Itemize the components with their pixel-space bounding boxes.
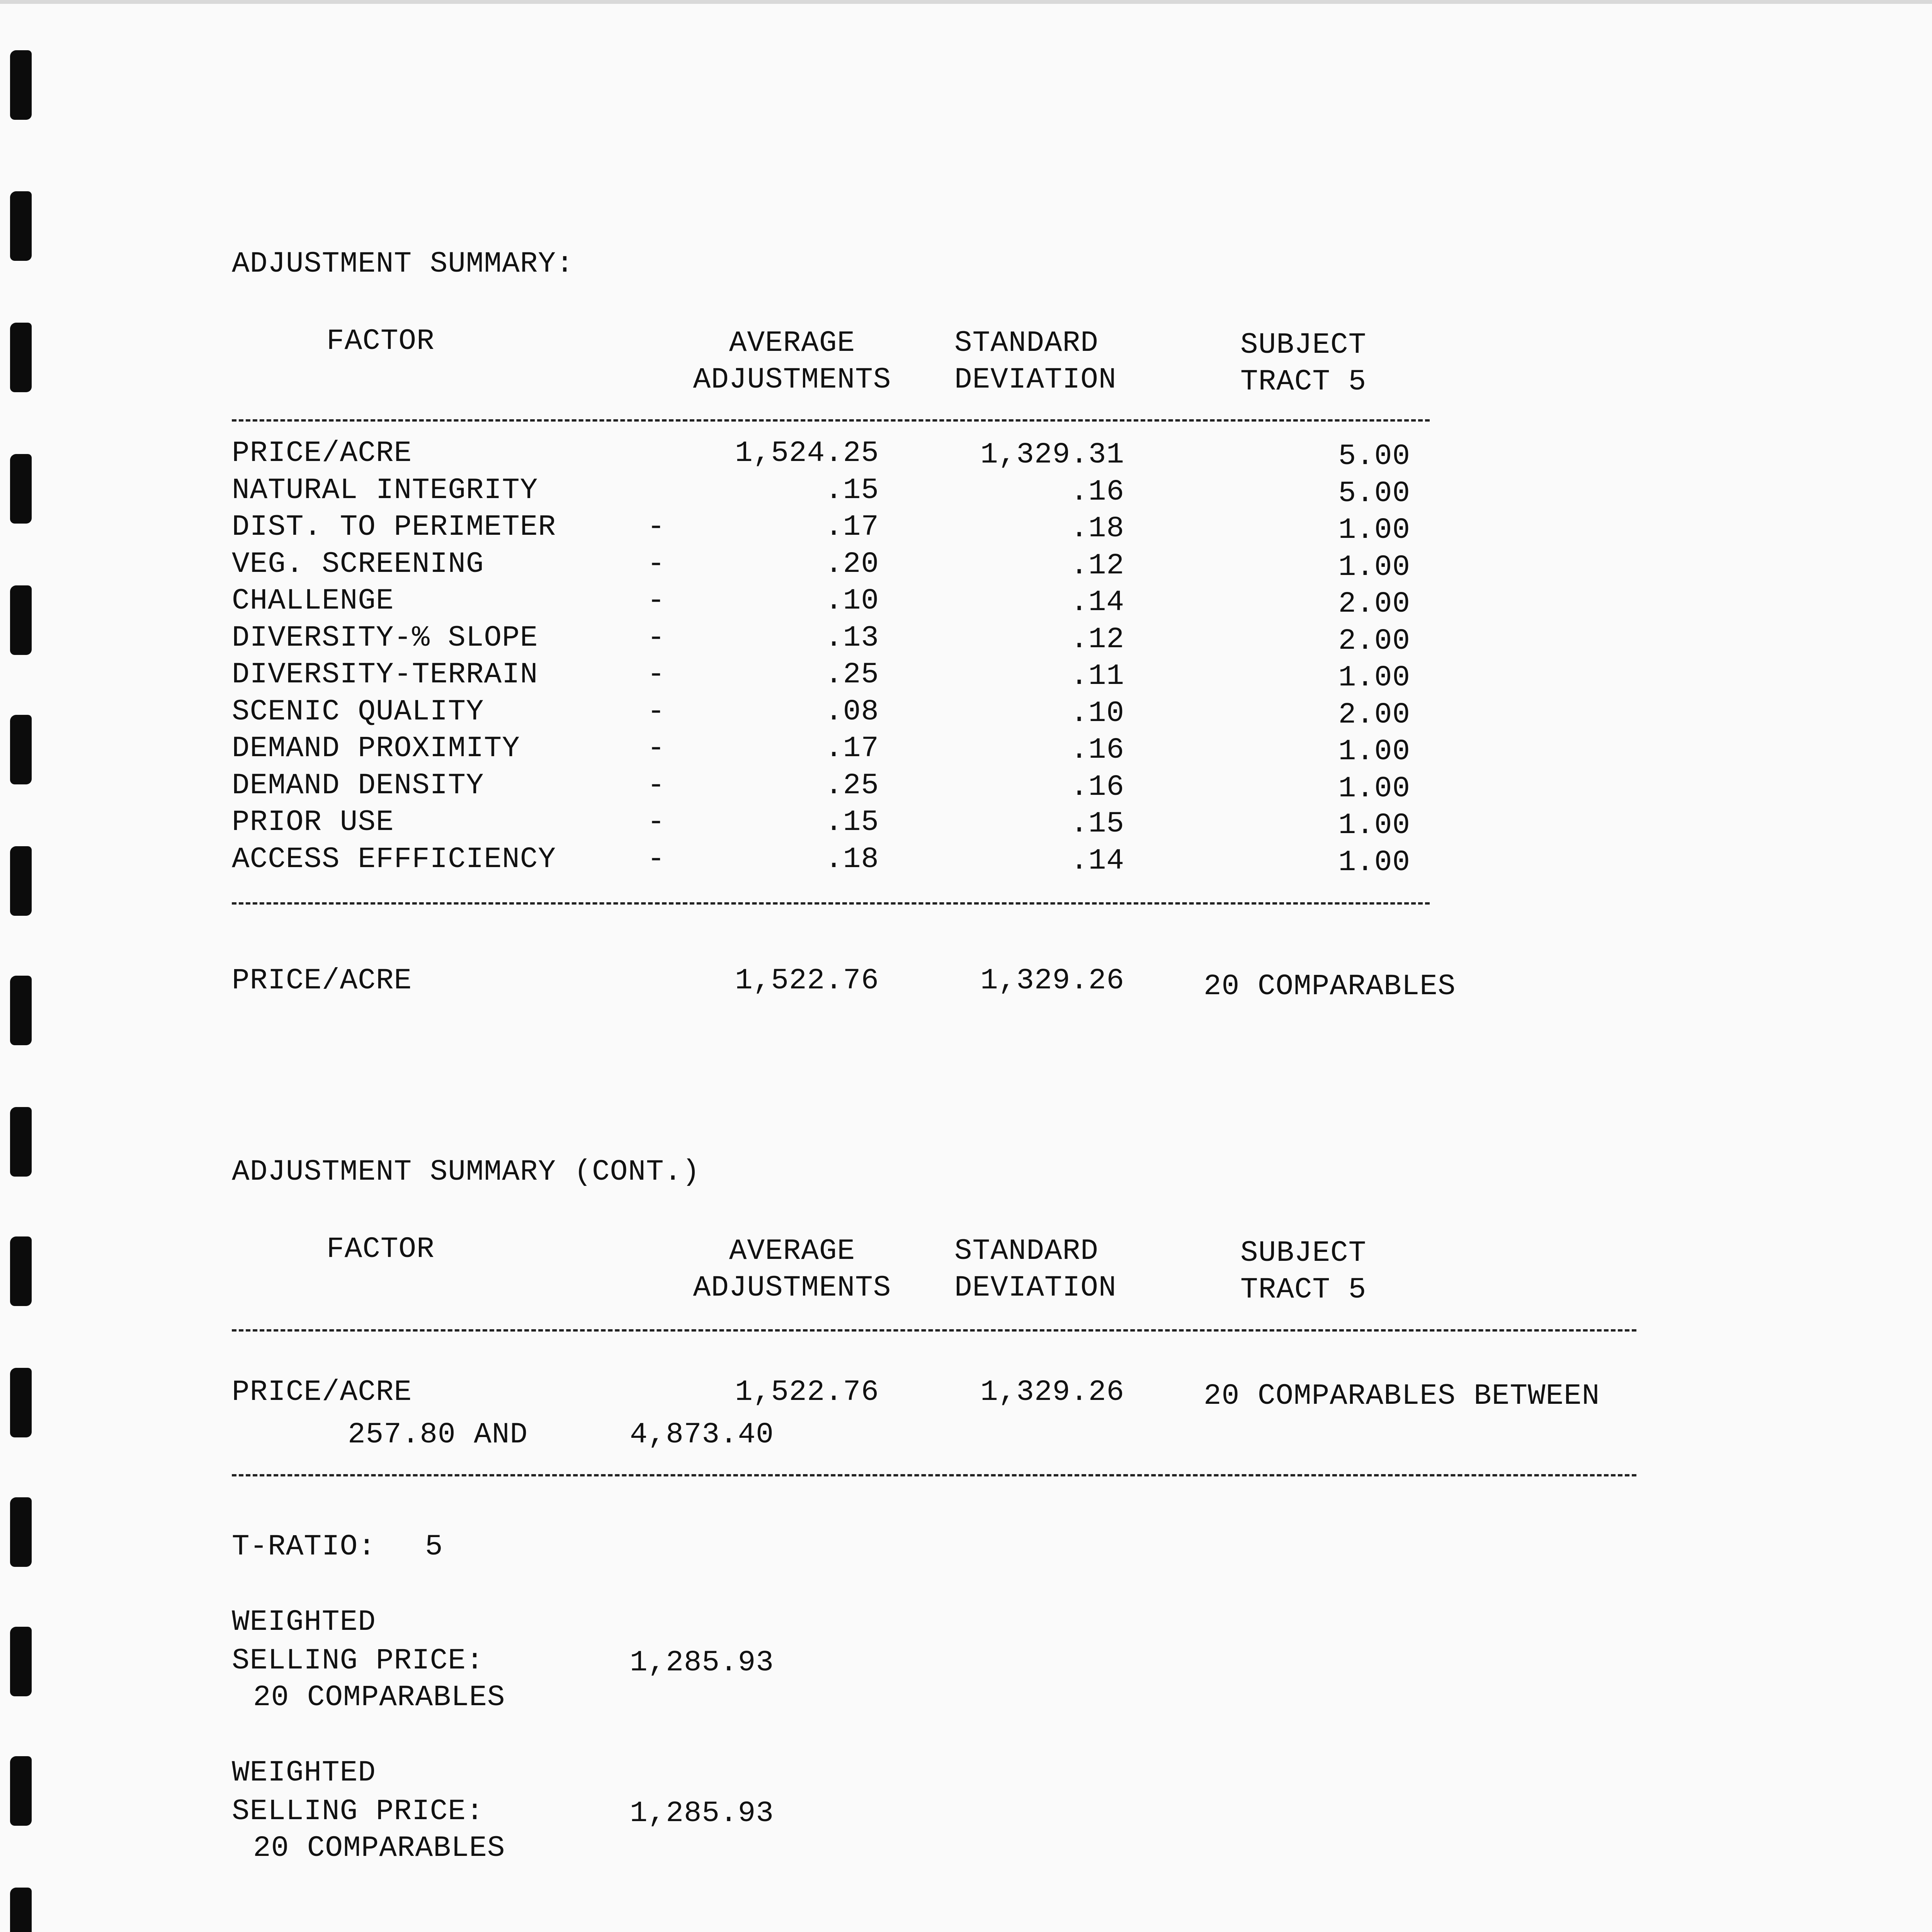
page-top-edge	[0, 0, 1932, 4]
row-std: .11	[1070, 660, 1124, 693]
cont-factor: PRICE/ACRE	[232, 1376, 412, 1409]
row-std: .14	[1070, 586, 1124, 619]
total-factor: PRICE/ACRE	[232, 964, 412, 997]
row-average: .18	[825, 843, 879, 876]
dashed-rule	[232, 1329, 1636, 1332]
dashed-rule	[232, 902, 1430, 905]
row-subject: 2.00	[1338, 624, 1410, 658]
weighted-label: WEIGHTED	[232, 1756, 376, 1789]
t-ratio-value: 5	[425, 1530, 443, 1563]
row-average: .15	[825, 806, 879, 839]
header-factor: FACTOR	[327, 1233, 435, 1266]
selling-price-label: SELLING PRICE:	[232, 1795, 484, 1828]
row-std: .14	[1070, 844, 1124, 878]
selling-price-label: SELLING PRICE:	[232, 1644, 484, 1677]
row-std: .12	[1070, 623, 1124, 656]
row-sign: -	[647, 843, 665, 876]
binder-hole	[10, 50, 32, 120]
header-average: AVERAGE	[729, 1235, 855, 1268]
row-factor: DEMAND DENSITY	[232, 769, 484, 802]
binder-hole	[10, 846, 32, 916]
row-std: .15	[1070, 807, 1124, 840]
row-average: .15	[825, 474, 879, 507]
row-factor: PRICE/ACRE	[232, 437, 412, 470]
cont-std: 1,329.26	[980, 1376, 1124, 1409]
row-average: .17	[825, 732, 879, 765]
header-subject: SUBJECT	[1240, 328, 1367, 362]
row-sign: -	[647, 769, 665, 802]
row-sign: -	[647, 548, 665, 581]
row-subject: 1.00	[1338, 514, 1410, 547]
row-average: .08	[825, 695, 879, 728]
header-factor: FACTOR	[327, 325, 435, 358]
binder-hole	[10, 585, 32, 655]
row-factor: VEG. SCREENING	[232, 548, 484, 581]
binder-hole	[10, 323, 32, 392]
row-std: .18	[1070, 512, 1124, 545]
cont-subject: 20 COMPARABLES BETWEEN	[1204, 1379, 1600, 1413]
cont-range-low: 257.80 AND	[348, 1418, 528, 1451]
row-factor: SCENIC QUALITY	[232, 695, 484, 728]
row-factor: ACCESS EFFFICIENCY	[232, 843, 556, 876]
weighted-selling-price-value: 1,285.93	[630, 1797, 774, 1830]
dashed-rule	[232, 419, 1430, 422]
header-subject: SUBJECT	[1240, 1236, 1367, 1270]
binder-hole	[10, 191, 32, 261]
weighted-selling-price-value: 1,285.93	[630, 1646, 774, 1679]
t-ratio-label: T-RATIO:	[232, 1530, 376, 1563]
header-standard: STANDARD	[954, 1235, 1099, 1268]
row-factor: CHALLENGE	[232, 584, 394, 617]
header-average: AVERAGE	[729, 327, 855, 360]
header-adjustments: ADJUSTMENTS	[693, 1271, 891, 1304]
row-factor: PRIOR USE	[232, 806, 394, 839]
total-subject: 20 COMPARABLES	[1204, 970, 1456, 1003]
total-average: 1,522.76	[735, 964, 879, 997]
header-deviation: DEVIATION	[954, 1271, 1117, 1304]
row-sign: -	[647, 658, 665, 691]
row-subject: 5.00	[1338, 440, 1410, 473]
binder-hole	[10, 1368, 32, 1437]
row-sign: -	[647, 584, 665, 617]
section1-title: ADJUSTMENT SUMMARY:	[232, 247, 574, 281]
row-subject: 1.00	[1338, 809, 1410, 842]
row-sign: -	[647, 621, 665, 655]
header-tract: TRACT 5	[1240, 365, 1367, 398]
row-subject: 5.00	[1338, 477, 1410, 510]
row-sign: -	[647, 695, 665, 728]
header-deviation: DEVIATION	[954, 363, 1117, 396]
cont-range-high: 4,873.40	[630, 1418, 774, 1451]
row-factor: DIVERSITY-% SLOPE	[232, 621, 538, 655]
binder-hole	[10, 715, 32, 784]
row-std: .12	[1070, 549, 1124, 582]
row-subject: 2.00	[1338, 587, 1410, 621]
total-std: 1,329.26	[980, 964, 1124, 997]
comparables-label: 20 COMPARABLES	[253, 1681, 505, 1714]
dashed-rule	[232, 1474, 1636, 1476]
row-sign: -	[647, 806, 665, 839]
header-adjustments: ADJUSTMENTS	[693, 363, 891, 396]
header-standard: STANDARD	[954, 327, 1099, 360]
section2-title: ADJUSTMENT SUMMARY (CONT.)	[232, 1155, 700, 1189]
row-factor: DIVERSITY-TERRAIN	[232, 658, 538, 691]
row-factor: DIST. TO PERIMETER	[232, 510, 556, 544]
row-average: .17	[825, 510, 879, 544]
row-sign: -	[647, 510, 665, 544]
binder-hole	[10, 454, 32, 524]
header-tract: TRACT 5	[1240, 1273, 1367, 1306]
binder-hole	[10, 976, 32, 1045]
binder-hole	[10, 1497, 32, 1567]
row-average: .25	[825, 769, 879, 802]
binder-hole	[10, 1236, 32, 1306]
row-std: .16	[1070, 475, 1124, 509]
row-subject: 1.00	[1338, 661, 1410, 694]
cont-average: 1,522.76	[735, 1376, 879, 1409]
row-subject: 1.00	[1338, 551, 1410, 584]
row-sign: -	[647, 732, 665, 765]
row-std: 1,329.31	[980, 438, 1124, 471]
row-average: .10	[825, 584, 879, 617]
row-average: 1,524.25	[735, 437, 879, 470]
binder-hole	[10, 1888, 32, 1932]
binder-hole	[10, 1627, 32, 1696]
row-average: .13	[825, 621, 879, 655]
row-std: .10	[1070, 697, 1124, 730]
row-std: .16	[1070, 733, 1124, 767]
row-std: .16	[1070, 770, 1124, 804]
row-subject: 2.00	[1338, 698, 1410, 731]
row-subject: 1.00	[1338, 772, 1410, 805]
row-factor: DEMAND PROXIMITY	[232, 732, 520, 765]
row-subject: 1.00	[1338, 735, 1410, 768]
row-average: .20	[825, 548, 879, 581]
binder-hole	[10, 1107, 32, 1177]
weighted-label: WEIGHTED	[232, 1605, 376, 1639]
row-average: .25	[825, 658, 879, 691]
row-subject: 1.00	[1338, 846, 1410, 879]
row-factor: NATURAL INTEGRITY	[232, 474, 538, 507]
comparables-label: 20 COMPARABLES	[253, 1832, 505, 1865]
binder-hole	[10, 1756, 32, 1826]
